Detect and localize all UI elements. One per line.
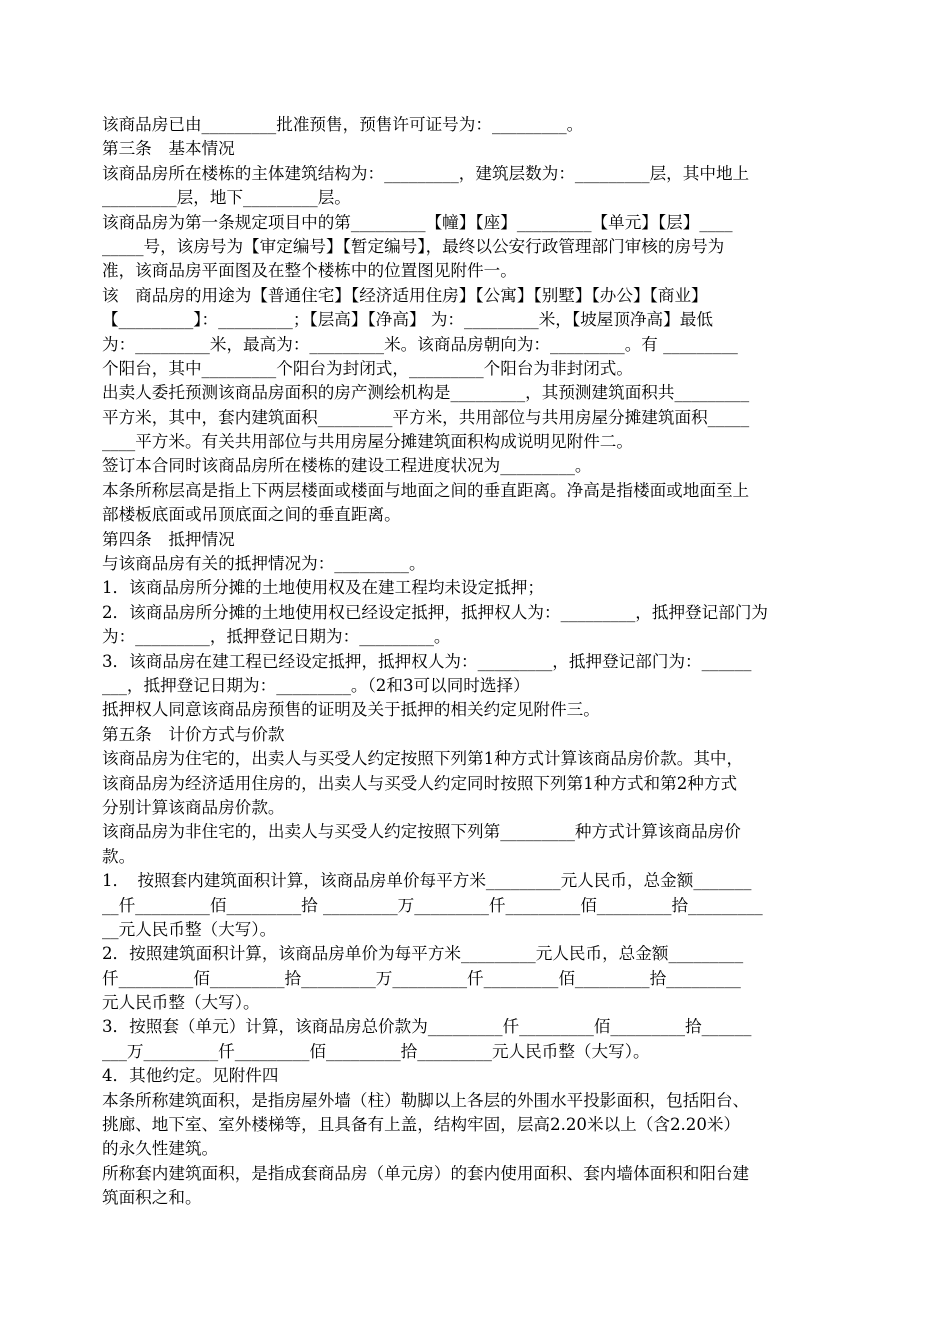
text-line: 抵押权人同意该商品房预售的证明及关于抵押的相关约定见附件三。	[102, 700, 600, 720]
list-item: 4．其他约定。见附件四	[102, 1066, 279, 1086]
section-heading: 第三条 基本情况	[102, 139, 235, 159]
text-line: ___，抵押登记日期为：_________。（2和3可以同时选择）	[102, 675, 530, 695]
text-line: 准，该商品房平面图及在整个楼栋中的位置图见附件一。	[102, 261, 517, 281]
list-item: 1．该商品房所分摊的土地使用权及在建工程均未设定抵押；	[102, 578, 544, 598]
text-line: 个阳台，其中_________个阳台为封闭式，_________个阳台为非封闭式。	[102, 358, 633, 378]
section-heading: 第四条 抵押情况	[102, 529, 235, 549]
text-line: 元人民币整（大写）。	[102, 993, 260, 1013]
text-line: 与该商品房有关的抵押情况为：_________。	[102, 554, 426, 574]
text-line: 平方米，其中，套内建筑面积_________平方米，共用部位与共用房屋分摊建筑面积_____	[102, 407, 750, 427]
list-item: 1． 按照套内建筑面积计算，该商品房单价每平方米_________元人民币，总金额_______	[102, 871, 752, 891]
list-item: 3．该商品房在建工程已经设定抵押，抵押权人为：_________，抵押登记部门为：______	[102, 651, 752, 671]
text-line: _____号，该房号为【审定编号】【暂定编号】，最终以公安行政管理部门审核的房号为	[102, 236, 725, 256]
text-line: __元人民币整（大写）。	[102, 919, 277, 939]
section-heading: 第五条 计价方式与价款	[102, 724, 285, 744]
text-line: 的永久性建筑。	[102, 1139, 219, 1159]
list-item: 2．按照建筑面积计算，该商品房单价为每平方米_________元人民币，总金额_________	[102, 944, 744, 964]
text-line: 出卖人委托预测该商品房面积的房产测绘机构是_________，其预测建筑面积共_________	[102, 383, 750, 403]
text-line: 本条所称层高是指上下两层楼面或楼面与地面之间的垂直距离。净高是指楼面或地面至上	[102, 480, 750, 500]
text-line: 【_________】：_________；【层高】【净高】 为：_________米，【坡屋顶净高】最低	[102, 310, 713, 330]
text-line: ____平方米。有关共用部位与共用房屋分摊建筑面积构成说明见附件二。	[102, 432, 633, 452]
text-line: 该商品房为第一条规定项目中的第_________【幢】【座】_________【单元】【层】____	[102, 212, 733, 232]
text-line: 该商品房已由_________批准预售，预售许可证号为：_________。	[102, 115, 584, 134]
text-line: 该商品房为住宅的，出卖人与买受人约定按照下列第1种方式计算该商品房价款。其中，	[102, 749, 744, 769]
text-line: 签订本合同时该商品房所在楼栋的建设工程进度状况为_________。	[102, 456, 592, 476]
text-line: 仟_________佰_________拾_________万_________仟_________佰_________拾_________	[102, 968, 741, 988]
text-line: 该 商品房的用途为【普通住宅】【经济适用住房】【公寓】【别墅】【办公】【商业】	[102, 285, 708, 305]
text-line: _________层，地下_________层。	[102, 188, 351, 208]
text-line: 为：_________，抵押登记日期为：_________。	[102, 627, 451, 647]
list-item: 2．该商品房所分摊的土地使用权已经设定抵押，抵押权人为：_________，抵押登记部门为	[102, 602, 769, 622]
text-line: 款。	[102, 846, 136, 866]
text-line: 挑廊、地下室、室外楼梯等，且具备有上盖，结构牢固，层高2.20米以上（含2.20米）	[102, 1115, 741, 1135]
list-item: 3．按照套（单元）计算，该商品房总价款为_________仟_________佰_________拾______	[102, 1017, 752, 1037]
text-line: 所称套内建筑面积，是指成套商品房（单元房）的套内使用面积、套内墙体面积和阳台建	[102, 1163, 750, 1183]
text-line: 筑面积之和。	[102, 1188, 202, 1208]
text-line: __仟_________佰_________拾 _________万_________仟_________佰_________拾_________	[102, 895, 763, 915]
text-line: 部楼板底面或吊顶底面之间的垂直距离。	[102, 505, 401, 525]
text-line: 为：_________米，最高为：_________米。该商品房朝向为：_________。有 _________	[102, 334, 738, 354]
text-line: 该商品房为经济适用住房的，出卖人与买受人约定同时按照下列第1种方式和第2种方式	[102, 773, 738, 793]
text-line: 该商品房所在楼栋的主体建筑结构为：_________，建筑层数为：_________层，其中地上	[102, 163, 750, 183]
text-line: 该商品房为非住宅的，出卖人与买受人约定按照下列第_________种方式计算该商品房价	[102, 822, 741, 842]
text-line: 分别计算该商品房价款。	[102, 797, 285, 817]
text-line: ___万_________仟_________佰_________拾_________元人民币整（大写）。	[102, 1041, 650, 1061]
text-line: 本条所称建筑面积，是指房屋外墙（柱）勒脚以上各层的外围水平投影面积，包括阳台、	[102, 1090, 750, 1110]
